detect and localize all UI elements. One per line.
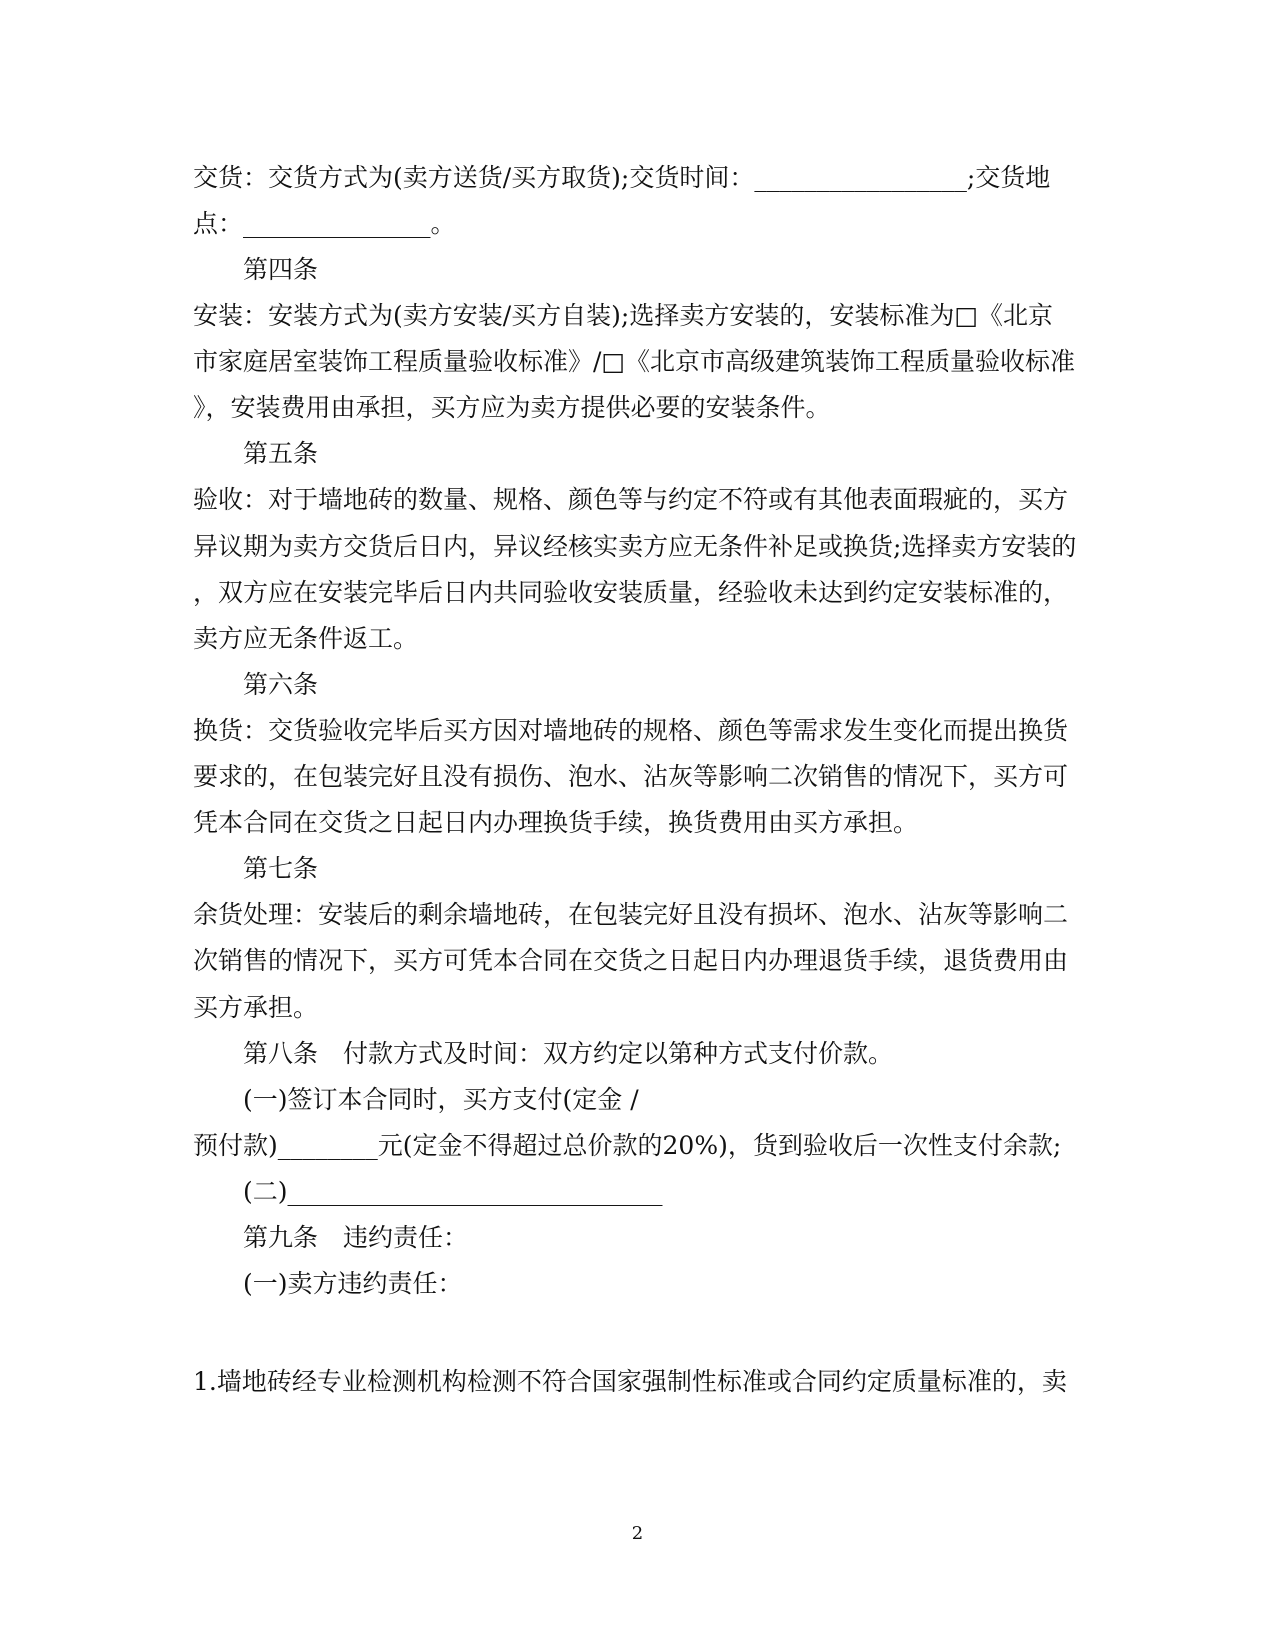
text-line: 次销售的情况下，买方可凭本合同在交货之日起日内办理退货手续，退货费用由 [193,946,1069,975]
article-heading: 第五条 [243,439,319,468]
text-line: 点：_______________。 [193,209,456,238]
text-line: 凭本合同在交货之日起日内办理换货手续，换货费用由买方承担。 [193,808,919,837]
article-heading: 第六条 [243,670,319,699]
text-line: 异议期为卖方交货后日内，异议经核实卖方应无条件补足或换货;选择卖方安装的 [193,532,1077,561]
text-line: 》，安装费用由承担，买方应为卖方提供必要的安装条件。 [193,393,831,422]
text-line: 换货：交货验收完毕后买方因对墙地砖的规格、颜色等需求发生变化而提出换货 [193,716,1069,745]
text-line: 1.墙地砖经专业检测机构检测不符合国家强制性标准或合同约定质量标准的，卖 [193,1367,1067,1396]
article-heading: 第四条 [243,255,319,284]
text-line: 预付款)________元(定金不得超过总价款的20%)，货到验收后一次性支付余款; [193,1131,1062,1160]
text-line: (一)签订本合同时，买方支付(定金 / [243,1085,639,1114]
text-line: 余货处理：安装后的剩余墙地砖，在包装完好且没有损坏、泡水、沾灰等影响二 [193,900,1069,929]
text-line: ，双方应在安装完毕后日内共同验收安装质量，经验收未达到约定安装标准的， [193,578,1069,607]
article-heading: 第九条 违约责任： [243,1223,469,1252]
text-line: 交货：交货方式为(卖方送货/买方取货);交货时间：_________________;交货地 [193,163,1051,192]
text-line: 买方承担。 [193,993,319,1022]
text-line: 卖方应无条件返工。 [193,624,419,653]
article-heading: 第八条 付款方式及时间：双方约定以第种方式支付价款。 [243,1039,894,1068]
text-line: (一)卖方违约责任： [243,1269,463,1298]
page-number: 2 [631,1523,644,1544]
text-line: 验收：对于墙地砖的数量、规格、颜色等与约定不符或有其他表面瑕疵的，买方 [193,485,1069,514]
text-line: 要求的，在包装完好且没有损伤、泡水、沾灰等影响二次销售的情况下，买方可 [193,762,1069,791]
text-line: (二)______________________________ [243,1177,663,1206]
text-line: 市家庭居室装饰工程质量验收标准》/□《北京市高级建筑装饰工程质量验收标准 [193,347,1076,376]
article-heading: 第七条 [243,854,319,883]
text-line: 安装：安装方式为(卖方安装/买方自装);选择卖方安装的，安装标准为□《北京 [193,301,1053,330]
